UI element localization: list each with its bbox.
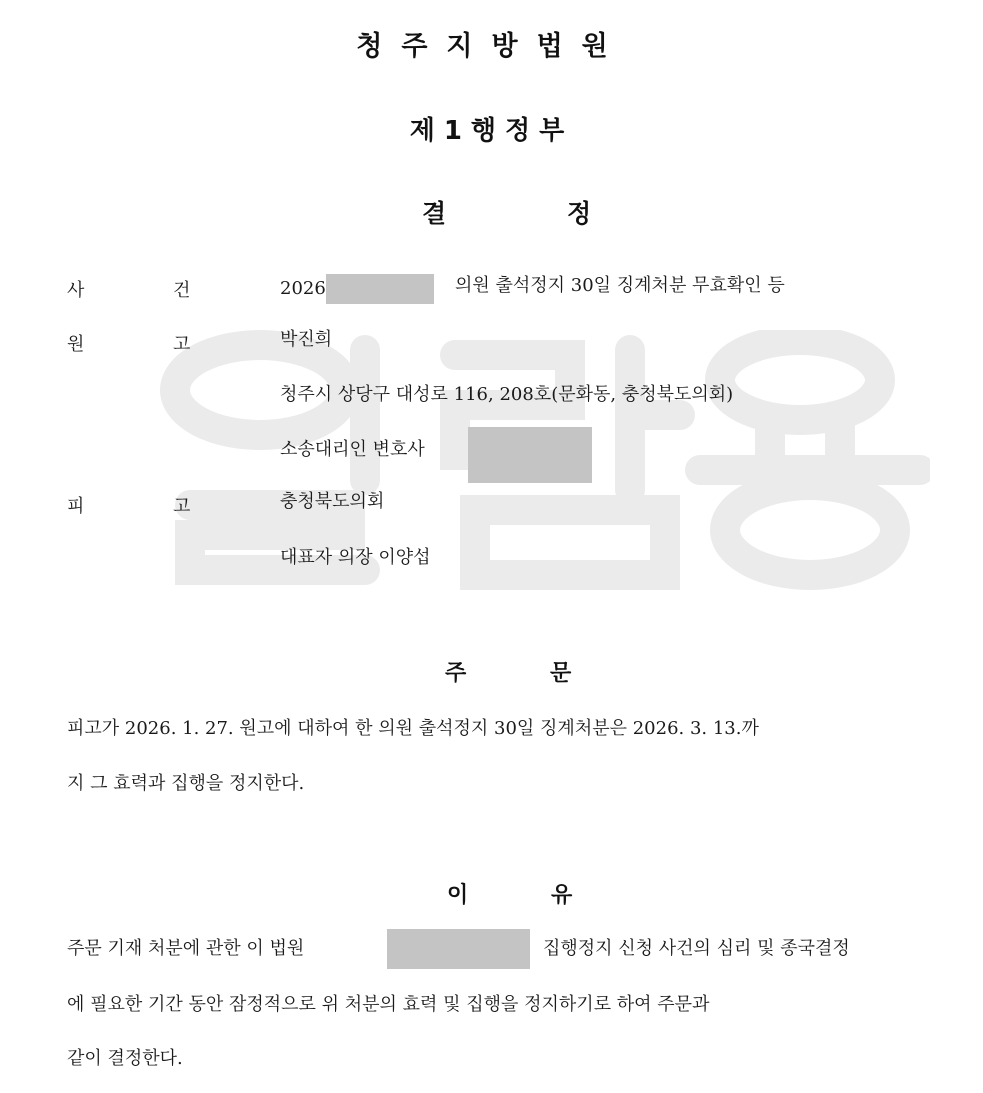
redaction-box: [326, 274, 434, 304]
reasons-line-1a: 주문 기재 처분에 관한 이 법원: [67, 938, 305, 959]
case-label-1: 사: [67, 280, 85, 301]
doc-title-left: 결: [422, 199, 447, 228]
plaintiff-name: 박진희: [280, 329, 333, 350]
case-title: 의원 출석정지 30일 징계처분 무효확인 등: [455, 275, 785, 296]
case-number-prefix: 2026: [280, 278, 326, 299]
case-row: [280, 274, 434, 304]
case-label-2: 건: [173, 280, 191, 301]
plaintiff-address: 청주시 상당구 대성로 116, 208호(문화동, 충청북도의회): [280, 384, 734, 405]
plaintiff-label-1: 원: [67, 334, 85, 355]
reasons-line-2: 에 필요한 기간 동안 잠정적으로 위 처분의 효력 및 집행을 정지하기로 하여 주문과: [67, 994, 710, 1015]
order-line-2: 지 그 효력과 집행을 정지한다.: [67, 773, 305, 794]
reasons-line-3: 같이 결정한다.: [67, 1048, 183, 1069]
reasons-redaction-box: [387, 929, 530, 969]
attorney-label: 소송대리인 변호사: [280, 439, 425, 460]
plaintiff-label-2: 고: [173, 334, 191, 355]
defendant-label-2: 고: [173, 496, 191, 517]
order-line-1: 피고가 2026. 1. 27. 원고에 대하여 한 의원 출석정지 30일 징계처분은 2026. 3. 13.까: [67, 718, 759, 739]
defendant-label-1: 피: [67, 496, 85, 517]
order-heading-right: 문: [550, 661, 572, 686]
reasons-line-1b: 집행정지 신청 사건의 심리 및 종국결정: [543, 938, 850, 959]
attorney-redaction-box: [468, 427, 592, 483]
defendant-representative: 대표자 의장 이양섭: [280, 547, 431, 568]
court-name: 청주지방법원: [356, 31, 627, 62]
defendant-name: 충청북도의회: [280, 491, 385, 512]
reasons-heading-left: 이: [447, 883, 469, 908]
doc-title-right: 정: [567, 199, 592, 228]
order-heading-left: 주: [445, 661, 467, 686]
division-name: 제1행정부: [409, 116, 574, 146]
reasons-heading-right: 유: [551, 883, 573, 908]
